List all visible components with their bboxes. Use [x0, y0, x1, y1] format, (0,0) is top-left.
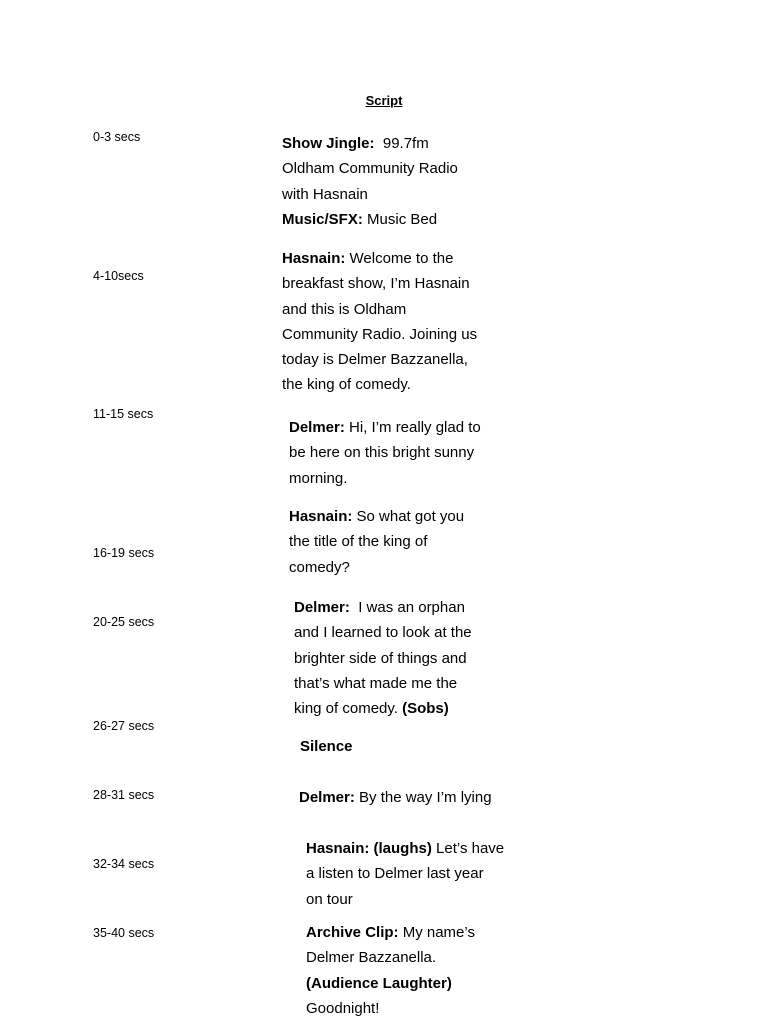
timestamp: 11-15 secs: [93, 407, 154, 421]
script-line: [289, 415, 481, 440]
script-line: breakfast show, I’m Hasnain: [282, 275, 470, 293]
dialogue-text: My name’s: [398, 924, 475, 941]
timestamp: 28-31 secs: [93, 788, 155, 802]
script-line: morning.: [289, 469, 348, 487]
timestamp: 35-40 secs: [93, 926, 155, 940]
script-line: on tour: [306, 890, 353, 908]
dialogue-text: Music Bed: [362, 210, 438, 228]
script-line: [289, 504, 464, 529]
script-entry-silence: [300, 734, 353, 759]
script-line: [306, 836, 504, 861]
script-line: Goodnight!: [306, 999, 380, 1017]
script-entry-show-jingle: [282, 131, 458, 232]
timestamp: 26-27 secs: [93, 719, 155, 733]
timestamp: 20-25 secs: [93, 615, 155, 629]
speaker-label: Music/SFX:: [282, 210, 363, 228]
script-line: [282, 246, 477, 271]
script-line: be here on this bright sunny: [289, 444, 475, 462]
speaker-label: Delmer:: [294, 599, 350, 616]
timestamp: 4-10secs: [93, 269, 144, 283]
script-line: brighter side of things and: [294, 649, 467, 667]
script-line: [294, 595, 472, 620]
script-entry-hasnain-question: [289, 504, 464, 580]
script-line: that’s what made me the: [294, 674, 458, 692]
script-line: with Hasnain: [282, 185, 368, 203]
script-line: [300, 734, 353, 759]
script-line: [299, 785, 492, 810]
script-line: today is Delmer Bazzanella,: [282, 351, 468, 369]
script-entry-hasnain-welcome: [282, 246, 477, 398]
dialogue-text: king of comedy.: [294, 700, 403, 718]
script-entry-delmer-lying: [299, 785, 492, 810]
dialogue-text: By the way I’m lying: [354, 789, 492, 806]
dialogue-text: 99.7fm: [374, 135, 429, 152]
script-entry-hasnain-laughs: [306, 836, 504, 912]
speaker-label: Delmer:: [289, 419, 345, 436]
sound-cue: (Audience Laughter): [306, 974, 452, 992]
script-line: comedy?: [289, 558, 350, 576]
sound-cue: Silence: [300, 738, 353, 755]
script-entry-delmer-orphan: [294, 595, 472, 721]
script-line: a listen to Delmer last year: [306, 865, 484, 883]
dialogue-text: I was an orphan: [349, 599, 465, 616]
script-line: Oldham Community Radio: [282, 160, 458, 178]
script-line: the title of the king of: [289, 533, 428, 551]
script-line: [306, 920, 475, 945]
dialogue-text: Hi, I’m really glad to: [344, 419, 481, 436]
page-title: Script: [365, 93, 403, 108]
script-entry-archive-clip: [306, 920, 475, 1021]
script-line: Delmer Bazzanella.: [306, 949, 437, 967]
speaker-label: Hasnain:: [282, 250, 346, 267]
script-line: Community Radio. Joining us: [282, 325, 478, 343]
dialogue-text: Let’s have: [431, 840, 505, 857]
dialogue-text: Welcome to the: [345, 250, 454, 267]
script-line: the king of comedy.: [282, 376, 411, 394]
script-line: [294, 696, 472, 721]
speaker-label: Hasnain:: [289, 508, 353, 525]
script-line: [282, 131, 458, 156]
speaker-label: Hasnain: (laughs): [306, 840, 432, 857]
timestamp: 0-3 secs: [93, 130, 141, 144]
script-entry-delmer-hi: [289, 415, 481, 491]
timestamp: 16-19 secs: [93, 546, 155, 560]
speaker-label: Show Jingle:: [282, 135, 375, 152]
timestamp: 32-34 secs: [93, 857, 155, 871]
script-line: and this is Oldham: [282, 300, 407, 318]
speaker-label: Delmer:: [299, 789, 355, 806]
dialogue-text: So what got you: [352, 508, 465, 525]
script-line: and I learned to look at the: [294, 624, 472, 642]
script-line: [282, 207, 458, 232]
script-line: [306, 971, 475, 996]
speaker-label: Archive Clip:: [306, 924, 399, 941]
sound-cue: (Sobs): [402, 700, 449, 718]
